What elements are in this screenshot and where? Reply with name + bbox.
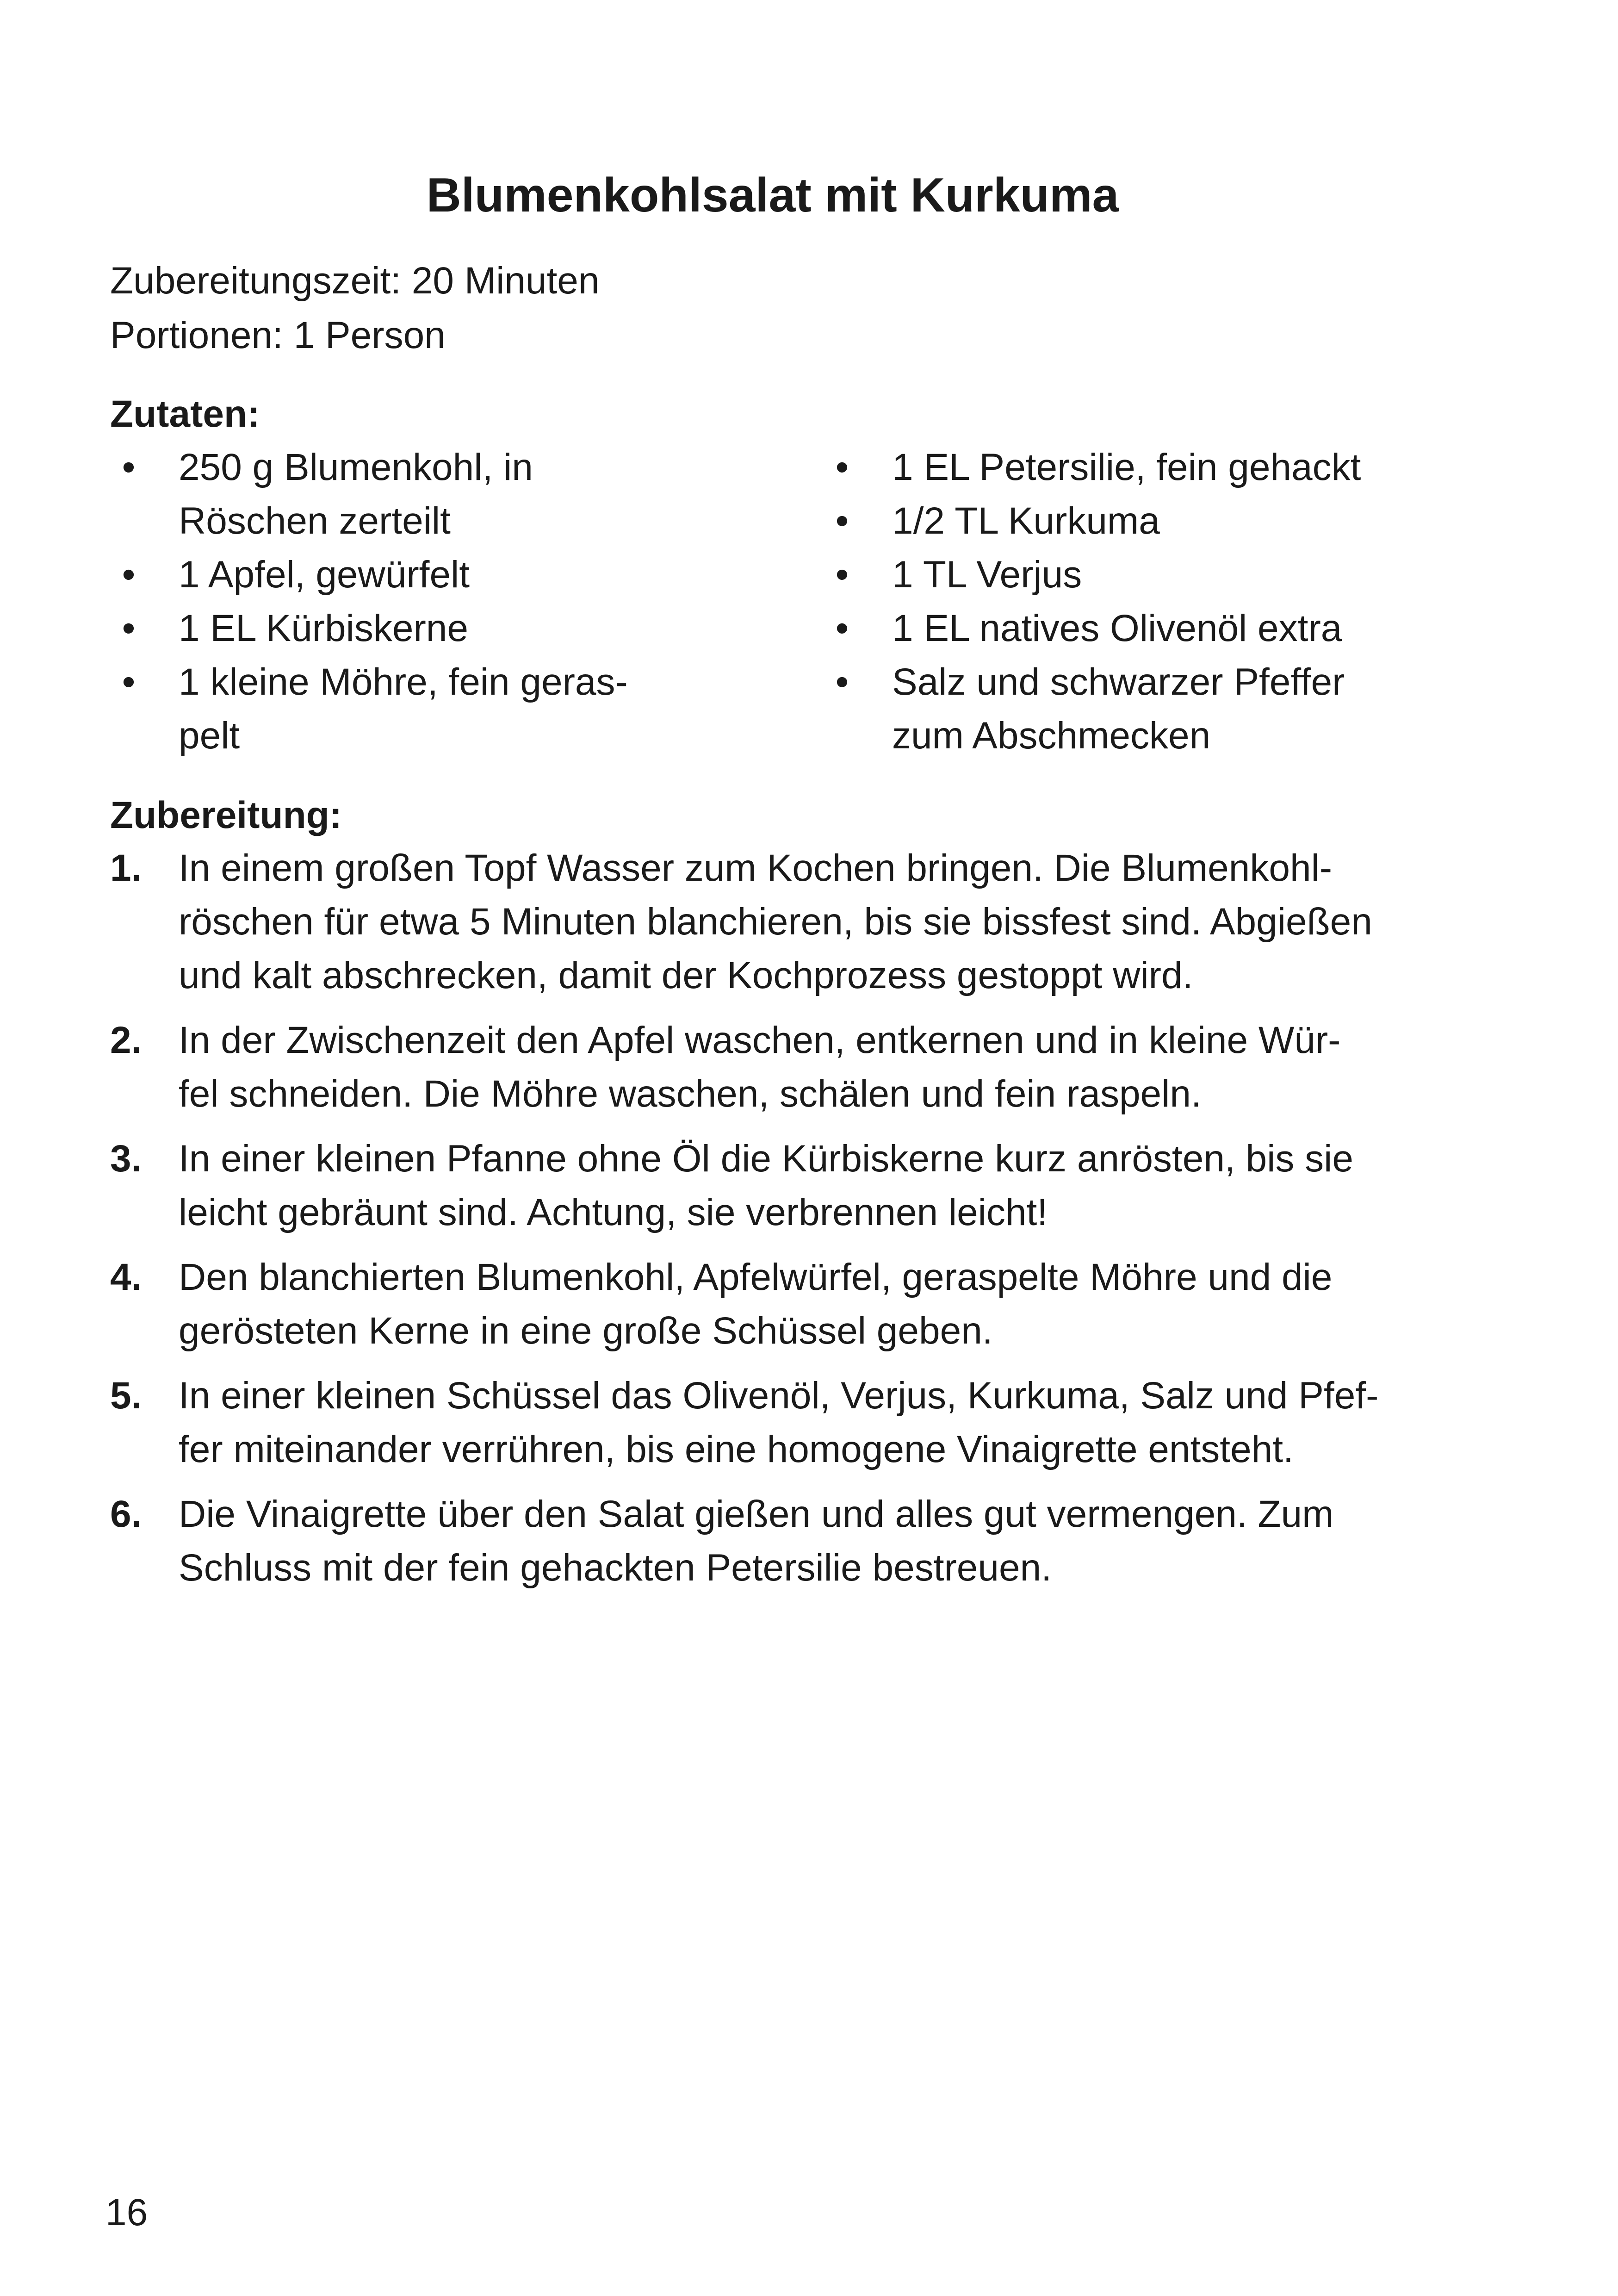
preparation-step [110, 1014, 1406, 1121]
bullet-icon: • [835, 661, 849, 703]
ingredient-item [824, 655, 1425, 763]
bullet-icon: • [835, 446, 849, 488]
servings: Portionen: 1 Person [110, 314, 446, 356]
step-text-line: Den blanchierten Blumenkohl, Apfelwürfel, geraspelte Möhre und die [179, 1256, 1333, 1298]
ingredient-text-line: pelt [179, 715, 240, 757]
preparation-step [110, 841, 1406, 1002]
ingredient-text-line: 1 EL Kürbiskerne [179, 607, 468, 649]
recipe-title: Blumenkohlsalat mit Kurkuma [426, 168, 1119, 222]
ingredient-text-line: zum Abschmecken [892, 715, 1211, 757]
step-text-line: Schluss mit der fein gehackten Petersilie bestreuen. [179, 1547, 1052, 1589]
step-text-line: leicht gebräunt sind. Achtung, sie verbrennen leicht! [179, 1191, 1048, 1233]
ingredients-heading: Zutaten: [110, 393, 260, 435]
ingredient-item [110, 548, 665, 602]
step-text-line: gerösteten Kerne in eine große Schüssel geben. [179, 1310, 993, 1352]
step-number: 6. [110, 1493, 142, 1535]
bullet-icon: • [835, 554, 849, 596]
step-text-line: In einer kleinen Pfanne ohne Öl die Kürbiskerne kurz anrösten, bis sie [179, 1138, 1353, 1180]
ingredient-item [110, 602, 665, 655]
ingredients-list-left [110, 441, 665, 763]
step-text-line: Die Vinaigrette über den Salat gießen und alles gut vermengen. Zum [179, 1493, 1334, 1535]
ingredient-text-line: 1/2 TL Kurkuma [892, 500, 1160, 542]
ingredient-item [824, 441, 1425, 494]
ingredient-text-line: 1 EL natives Olivenöl extra [892, 607, 1342, 649]
step-number: 2. [110, 1019, 142, 1061]
ingredient-item [824, 494, 1425, 548]
step-text-line: röschen für etwa 5 Minuten blanchieren, bis sie bissfest sind. Abgießen [179, 901, 1372, 943]
recipe-meta [110, 254, 600, 363]
ingredient-text-line: 250 g Blumenkohl, in [179, 446, 533, 488]
bullet-icon: • [122, 607, 136, 649]
step-text-line: In einer kleinen Schüssel das Olivenöl, Verjus, Kurkuma, Salz und Pfef- [179, 1375, 1379, 1417]
ingredient-text-line: 1 Apfel, gewürfelt [179, 554, 470, 596]
preparation-step [110, 1487, 1406, 1595]
bullet-icon: • [122, 446, 136, 488]
step-text-line: fer miteinander verrühren, bis eine homogene Vinaigrette entsteht. [179, 1428, 1294, 1470]
preparation-heading: Zubereitung: [110, 794, 342, 836]
step-text-line: In einem großen Topf Wasser zum Kochen bringen. Die Blumenkohl- [179, 847, 1333, 889]
preparation-step [110, 1132, 1406, 1239]
ingredient-text-line: Röschen zerteilt [179, 500, 451, 542]
bullet-icon: • [122, 661, 136, 703]
step-text-line: fel schneiden. Die Möhre waschen, schälen und fein raspeln. [179, 1073, 1202, 1115]
ingredient-item [824, 602, 1425, 655]
bullet-icon: • [835, 607, 849, 649]
step-number: 1. [110, 847, 142, 889]
preparation-step [110, 1251, 1406, 1358]
ingredient-item [110, 441, 665, 548]
ingredient-text-line: 1 TL Verjus [892, 554, 1082, 596]
prep-time: Zubereitungszeit: 20 Minuten [110, 260, 600, 302]
ingredient-item [110, 655, 665, 763]
preparation-steps [110, 841, 1406, 1606]
step-number: 4. [110, 1256, 142, 1298]
step-text-line: In der Zwischenzeit den Apfel waschen, entkernen und in kleine Wür- [179, 1019, 1341, 1061]
ingredient-item [824, 548, 1425, 602]
step-text-line: und kalt abschrecken, damit der Kochprozess gestoppt wird. [179, 954, 1193, 996]
ingredient-text-line: 1 EL Petersilie, fein gehackt [892, 446, 1361, 488]
preparation-step [110, 1369, 1406, 1476]
bullet-icon: • [835, 500, 849, 542]
ingredient-text-line: 1 kleine Möhre, fein geras- [179, 661, 628, 703]
ingredients-list-right [824, 441, 1425, 763]
ingredient-text-line: Salz und schwarzer Pfeffer [892, 661, 1345, 703]
page-number: 16 [105, 2191, 148, 2234]
step-number: 3. [110, 1138, 142, 1180]
bullet-icon: • [122, 554, 136, 596]
step-number: 5. [110, 1375, 142, 1417]
